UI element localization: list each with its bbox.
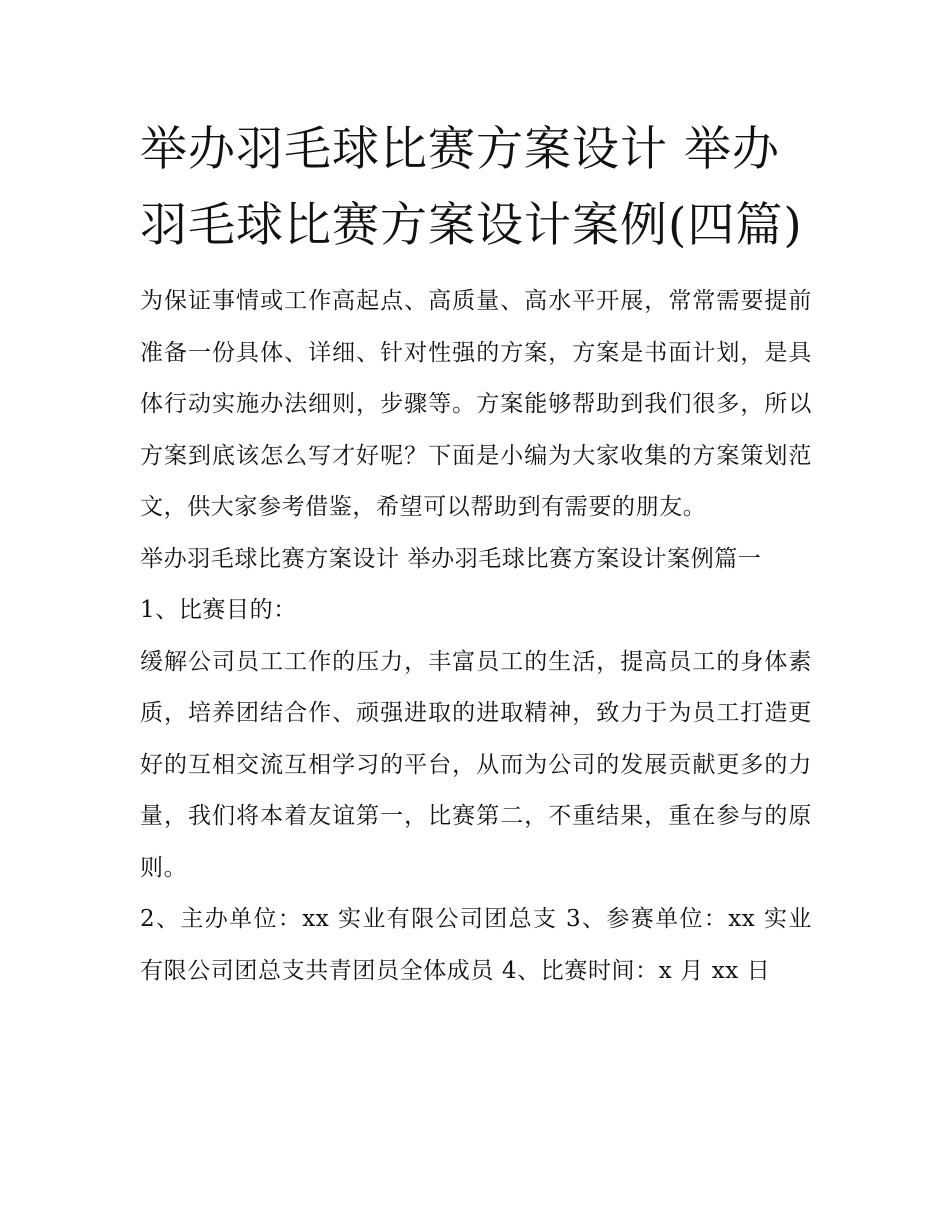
document-title: 举办羽毛球比赛方案设计 举办羽毛球比赛方案设计案例(四篇) — [140, 122, 803, 253]
section-heading: 举办羽毛球比赛方案设计 举办羽毛球比赛方案设计案例篇一 — [140, 545, 762, 572]
document-body — [140, 276, 812, 997]
purpose-paragraph: 缓解公司员工工作的压力，丰富员工的生活，提高员工的身体素质，培养团结合作、顽强进取的进取精神，致力于为员工打造更好的互相交流互相学习的平台，从而为公司的发展贡献更多的力量，我们将本着友谊第一，比赛第二，不重结果，重在参与的原则。 — [140, 648, 812, 881]
document-page — [140, 112, 812, 997]
intro-paragraph: 为保证事情或工作高起点、高质量、高水平开展，常常需要提前准备一份具体、详细、针对性强的方案，方案是书面计划，是具体行动实施办法细则，步骤等。方案能够帮助到我们很多，所以方案到底该怎么写才好呢？下面是小编为大家收集的方案策划范文，供大家参考借鉴，希望可以帮助到有需要的朋友。 — [140, 288, 812, 520]
item-heading-purpose: 1、比赛目的： — [140, 597, 297, 623]
organizer-paragraph: 2、主办单位：xx 实业有限公司团总支 3、参赛单位：xx 实业有限公司团总支共青团员全体成员 4、比赛时间：x 月 xx 日 — [140, 906, 812, 984]
